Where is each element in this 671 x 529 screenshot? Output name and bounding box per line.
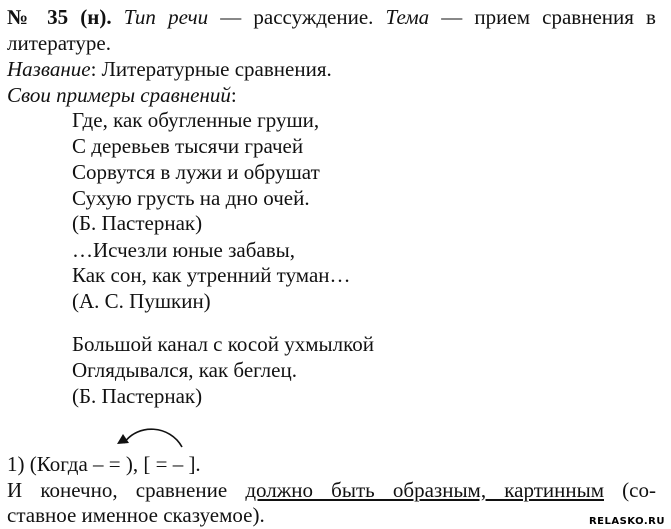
poem-author: (Б. Пастернак) xyxy=(72,384,203,408)
watermark: RELASKO.RU xyxy=(588,516,665,527)
poem-line: …Исчезли юные забавы, xyxy=(72,238,295,262)
topic-label: Тема xyxy=(385,5,430,29)
speech-type-text: — рассуждение. xyxy=(208,5,386,29)
poem-line: Где, как обугленные груши, xyxy=(72,108,320,132)
poem-line: Как сон, как утренний туман… xyxy=(72,263,351,287)
poem-line: Оглядывался, как беглец. xyxy=(72,358,297,382)
poem-author: (А. С. Пушкин) xyxy=(72,289,211,313)
conclusion-text-end: (со- xyxy=(604,478,656,502)
exercise-number: № 35 (н). xyxy=(7,5,112,29)
title-value: : Литературные сравнения. xyxy=(90,57,332,81)
poem-line: Сухую грусть на дно очей. xyxy=(72,186,310,210)
sentence-scheme: 1) (Когда – = ), [ = – ]. xyxy=(7,452,201,476)
poem-line: Сорвутся в лужи и обрушат xyxy=(72,160,320,184)
speech-type-label: Тип речи xyxy=(123,5,209,29)
conclusion-text: И конечно, сравнение xyxy=(7,478,246,502)
examples-label: Свои примеры сравнений xyxy=(7,83,231,107)
examples-colon: : xyxy=(230,83,237,107)
underlined-predicate: должно быть образным, картинным xyxy=(245,478,604,502)
poem-line: С деревьев тысячи грачей xyxy=(72,134,304,158)
header-continuation: литературе. xyxy=(7,31,111,55)
title-label: Название xyxy=(7,57,91,81)
poem-author: (Б. Пастернак) xyxy=(72,211,203,235)
conclusion-line-2: ставное именное сказуемое). xyxy=(7,503,265,527)
poem-line: Большой канал с косой ухмылкой xyxy=(72,332,374,356)
topic-text: — прием сравнения в xyxy=(429,5,656,29)
